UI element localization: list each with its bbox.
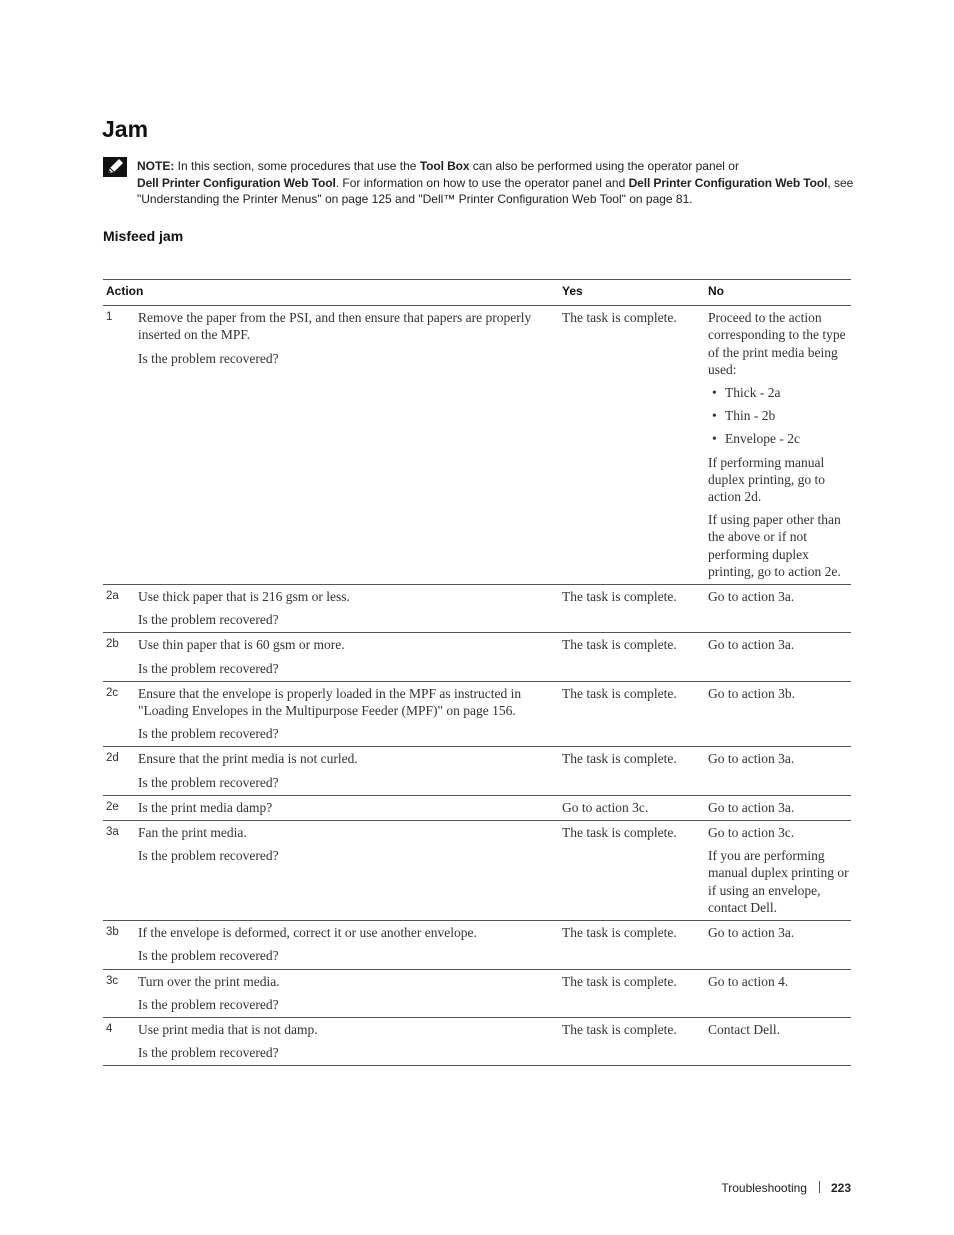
table-header-row: [103, 280, 851, 306]
action-question: Is the problem recovered?: [138, 996, 279, 1012]
no-text: Go to action 3a.: [708, 799, 795, 815]
note-segment: In this section, some procedures that use the: [174, 159, 420, 173]
no-cell: [705, 585, 851, 633]
footer-section: Troubleshooting: [721, 1181, 807, 1195]
action-question: Is the problem recovered?: [138, 948, 279, 964]
step-number: 2c: [106, 686, 119, 699]
yes-cell: Go to action 3c.: [562, 799, 649, 815]
no-cell: [705, 747, 851, 795]
action-text: Use thick paper that is 216 gsm or less.: [138, 589, 350, 605]
no-cell: [705, 306, 851, 585]
action-question: Is the problem recovered?: [138, 660, 279, 676]
header-no: No: [708, 284, 724, 298]
table-row: [103, 821, 851, 921]
media-type-list: [708, 384, 849, 448]
step-number: 2a: [106, 590, 119, 603]
page-heading: Jam: [102, 116, 149, 142]
footer-divider: [819, 1181, 820, 1193]
note-label: NOTE:: [137, 159, 175, 173]
note-ui-term: Dell Printer Configuration Web Tool: [628, 175, 828, 190]
action-text: If the envelope is deformed, correct it or use another envelope.: [138, 925, 477, 941]
no-text: Go to action 3a.: [708, 925, 795, 941]
action-question: Is the problem recovered?: [138, 1045, 279, 1061]
action-text: Remove the paper from the PSI, and then ensure that papers are properly inserted on the MPF.: [138, 310, 532, 343]
step-number: 2b: [106, 638, 119, 651]
note-segment: . For information on how to use the operator panel and: [335, 175, 629, 190]
action-text: Ensure that the print media is not curled.: [138, 751, 358, 767]
action-cell: [135, 921, 559, 969]
step-number: 3a: [106, 826, 119, 839]
bullet-icon: •: [712, 408, 717, 424]
page-number: 223: [830, 1181, 851, 1195]
table-row: [103, 1017, 851, 1065]
step-number: 2d: [106, 752, 119, 765]
action-cell: [135, 585, 559, 633]
yes-cell: The task is complete.: [562, 1021, 677, 1037]
no-cell: [705, 969, 851, 1017]
action-text: Use thin paper that is 60 gsm or more.: [138, 637, 345, 653]
action-question: Is the problem recovered?: [138, 350, 279, 366]
header-yes: Yes: [562, 284, 583, 298]
action-question: Is the problem recovered?: [138, 848, 279, 864]
table-row: [103, 921, 851, 969]
bullet-icon: •: [712, 431, 717, 447]
no-text: Contact Dell.: [708, 1021, 780, 1037]
action-cell: [135, 747, 559, 795]
note-segment: can also be performed using the operator panel or: [469, 159, 739, 173]
action-question: Is the problem recovered?: [138, 774, 279, 790]
no-text: Go to action 4.: [708, 973, 789, 989]
yes-cell: The task is complete.: [562, 925, 677, 941]
list-item-text: Thin - 2b: [725, 408, 776, 424]
table-row: [103, 681, 851, 747]
action-question: Is the problem recovered?: [138, 612, 279, 628]
note-ui-term: Tool Box: [419, 159, 470, 173]
action-cell: [135, 795, 559, 820]
no-cell: [705, 681, 851, 747]
yes-cell: The task is complete.: [562, 685, 677, 701]
no-text: Go to action 3a.: [708, 637, 795, 653]
action-cell: [135, 306, 559, 585]
list-item: [708, 384, 849, 401]
note-ui-term: Dell Printer Configuration Web Tool: [137, 175, 336, 190]
no-cell: [705, 821, 851, 921]
table-row: [103, 747, 851, 795]
step-number: 3b: [106, 926, 119, 939]
no-cell: [705, 921, 851, 969]
step-number: 4: [106, 1022, 113, 1035]
misfeed-jam-table: [103, 279, 851, 1066]
action-text: Fan the print media.: [138, 825, 247, 841]
yes-cell: The task is complete.: [562, 825, 677, 841]
action-question: Is the problem recovered?: [138, 726, 279, 742]
action-question: Is the print media damp?: [138, 799, 273, 815]
no-cell: [705, 633, 851, 681]
list-item-text: Envelope - 2c: [725, 431, 800, 447]
no-text: Proceed to the action corresponding to the type of the print media being used:: [708, 310, 846, 377]
list-item: [708, 407, 849, 424]
action-cell: [135, 681, 559, 747]
yes-cell: The task is complete.: [562, 751, 677, 767]
no-text: Go to action 3b.: [708, 685, 795, 701]
no-text: Go to action 3a.: [708, 589, 795, 605]
table-row: [103, 795, 851, 820]
no-cell: [705, 1017, 851, 1065]
yes-cell: The task is complete.: [562, 589, 677, 605]
action-cell: [135, 821, 559, 921]
step-number: 3c: [106, 974, 119, 987]
yes-cell: The task is complete.: [562, 310, 677, 326]
list-item: [708, 430, 849, 447]
yes-cell: The task is complete.: [562, 973, 677, 989]
no-text: Go to action 3c.: [708, 825, 795, 841]
action-text: Ensure that the envelope is properly loaded in the MPF as instructed in "Loading Envelopes in the Multipurpose Feeder (MPF)" on page 156.: [138, 685, 522, 719]
action-cell: [135, 1017, 559, 1065]
header-action: Action: [106, 284, 144, 298]
page-footer: [721, 1181, 851, 1195]
table-row: [103, 306, 851, 585]
bullet-icon: •: [712, 385, 717, 401]
list-item-text: Thick - 2a: [725, 385, 781, 401]
table-row: [103, 633, 851, 681]
no-cell: [705, 795, 851, 820]
table-row: [103, 585, 851, 633]
action-cell: [135, 633, 559, 681]
note-segment: , see "Understanding the Printer Menus" on page 125 and "Dell™ Printer Configuration Web Tool" on page 81.: [137, 175, 854, 206]
note-text: [137, 158, 857, 208]
action-cell: [135, 969, 559, 1017]
step-number: 2e: [106, 800, 119, 813]
no-text: If you are performing manual duplex printing or if using an envelope, contact Dell.: [708, 848, 849, 915]
yes-cell: The task is complete.: [562, 637, 677, 653]
action-text: Use print media that is not damp.: [138, 1021, 318, 1037]
no-text: If using paper other than the above or if not performing duplex printing, go to action 2e.: [708, 512, 841, 579]
no-text: If performing manual duplex printing, go to action 2d.: [708, 454, 825, 505]
note-pencil-icon: [103, 157, 127, 177]
no-text: Go to action 3a.: [708, 751, 795, 767]
step-number: 1: [106, 311, 113, 324]
section-heading: Misfeed jam: [103, 228, 184, 244]
action-text: Turn over the print media.: [138, 973, 280, 989]
table-row: [103, 969, 851, 1017]
